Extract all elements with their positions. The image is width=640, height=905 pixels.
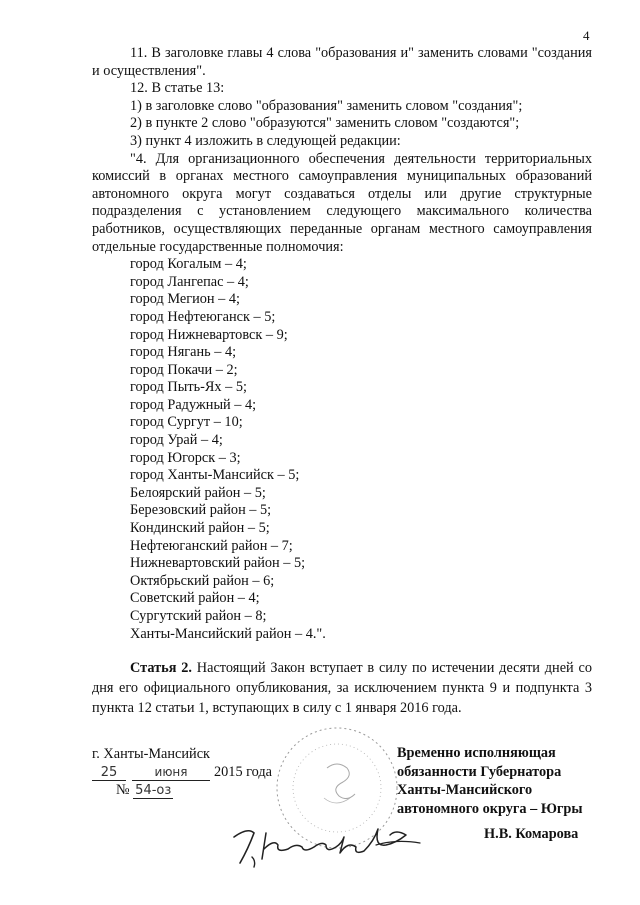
list-item: город Ханты-Мансийск – 5; [130,467,300,484]
paragraph-12: 12. В статье 13: [130,80,225,97]
list-item: город Югорск – 3; [130,449,241,466]
signatory-line: автономного округа – Югры [397,800,583,817]
list-item: город Когалым – 4; [130,256,247,273]
subitem-3: 3) пункт 4 изложить в следующей редакции: [130,132,401,149]
list-item: город Сургут – 10; [130,414,243,431]
signatory-line: обязанности Губернатора [397,763,562,780]
list-item: город Покачи – 2; [130,361,238,378]
quoted-clause: "4. Для организационного обеспечения деятельности территориальных комиссий в органах местного самоуправления муниципальных образований автономного округа могут создаваться отделы или другие структурные подразделения с установлением следующего максимального количества работников, осуществляющих переданные органам местного самоуправления отдельные государственные полномочия: [92,150,592,255]
article-2-text: Настоящий Закон вступает в силу по истечении десяти дней со дня его официального опубликования, за исключением пункта 9 и подпункта 3 пункта 12 статьи 1, вступающих в силу с 1 января 2016 года. [92,660,592,716]
subitem-2: 2) в пункте 2 слово "образуются" заменить словом "создаются"; [130,115,520,132]
list-item: Советский район – 4; [130,590,260,607]
list-item: город Нижневартовск – 9; [130,326,288,343]
list-item: город Нефтеюганск – 5; [130,308,276,325]
municipality-list [92,256,592,643]
signatory-line: Временно исполняющая [397,745,556,761]
article-2-heading: Статья 2. [130,660,192,676]
handwritten-signature [226,815,426,875]
list-item: Белоярский район – 5; [130,484,266,501]
signatory-line: Ханты-Мансийского [397,782,533,798]
date-line [92,764,272,781]
page-number: 4 [583,28,590,43]
list-item: город Мегион – 4; [130,291,240,308]
date-day: 25 [92,765,126,781]
place-of-signing: г. Ханты-Мансийск [92,746,210,762]
list-item: город Лангепас – 4; [130,273,249,290]
paragraph-11: 11. В заголовке главы 4 слова "образования и" заменить словами "создания и осуществления". [92,45,592,79]
signer-name: Н.В. Комарова [484,826,579,842]
number-sign: № [116,782,130,798]
list-item: город Пыть-Ях – 5; [130,379,247,396]
article-2 [92,658,592,718]
list-item: Кондинский район – 5; [130,520,270,537]
date-month: июня [132,765,210,781]
signatory-title [397,744,583,818]
list-item: Нефтеюганский район – 7; [130,537,293,554]
list-item: Нижневартовский район – 5; [130,555,306,572]
date-year: 2015 года [214,764,273,780]
subitem-1: 1) в заголовке слово "образования" заменить словом "создания"; [130,97,523,114]
list-item: город Нягань – 4; [130,344,237,361]
list-item: Ханты-Мансийский район – 4.". [130,625,326,642]
list-item: Сургутский район – 8; [130,608,267,624]
list-item: Октябрьский район – 6; [130,572,275,589]
list-item: город Урай – 4; [130,432,223,449]
list-item: Березовский район – 5; [130,502,272,519]
law-number-line [116,782,173,799]
list-item: город Радужный – 4; [130,396,257,413]
amendments-section [92,45,592,643]
law-number: 54-оз [135,783,172,798]
